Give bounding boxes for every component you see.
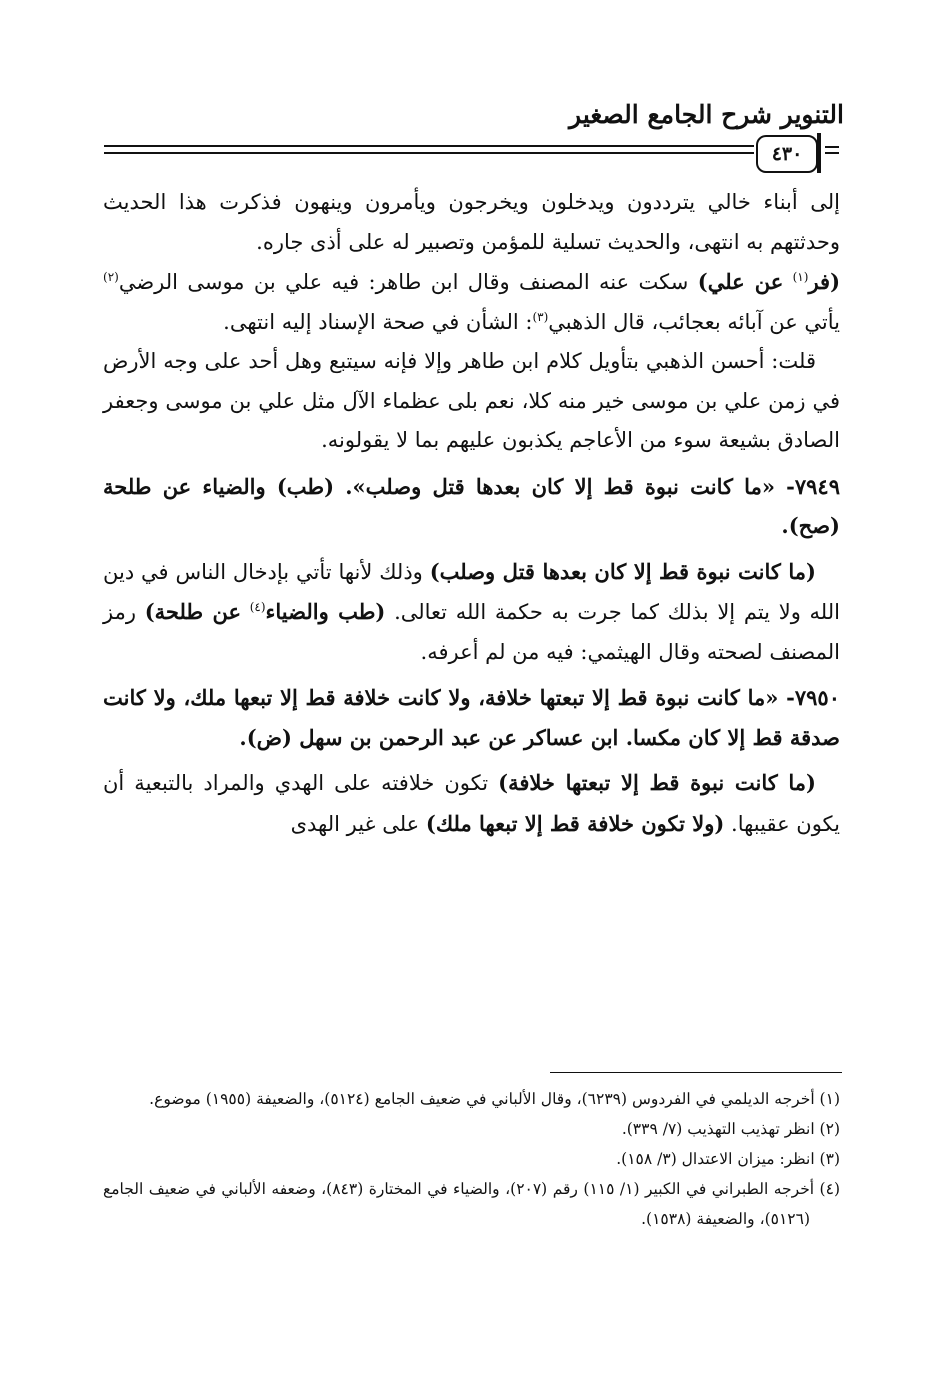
hadith-quote: (ولا تكون خلافة قط إلا تبعها ملك) [425,810,725,836]
footnote-separator [550,1072,842,1073]
commentary-text: يأتي عن آبائه بعجائب، قال الذهبي [548,309,840,334]
paragraph-4 [103,552,840,673]
paragraph-3: قلت: أحسن الذهبي بتأويل كلام ابن طاهر وإلا فإنه سيتبع وهل أحد على وجه الأرض في زمن علي بن موسى خير منه كلا، نعم بلى عظماء الآل مثل علي بن موسى وجعفر الصادق بشيعة سوء من الأعاجم يكذبون عليهم بما لا يقولونه. [103,349,840,452]
header-equal-mark [825,146,839,154]
footnote-1: (١) أخرجه الديلمي في الفردوس (٦٢٣٩)، وقال الألباني في ضعيف الجامع (٥١٢٤)، والضعيفة (١٩٥٥) موضوع. [149,1090,840,1108]
footnote-4: (٤) أخرجه الطبراني في الكبير (١/ ١١٥) رقم (٢٠٧)، والضياء في المختارة (٨٤٣)، وضعفه الألباني في ضعيف الجامع (٥١٢٦)، والضعيفة (١٥٣٨). [103,1180,840,1228]
footnotes [103,1084,840,1234]
page-number-bracket [817,133,821,173]
source-code: (فر [808,269,840,294]
source-code: (طب والضياء [265,599,386,624]
running-title: التنوير شرح الجامع الصغير [569,100,844,129]
footnote-ref-1: (١) [792,270,809,284]
page-number: ٤٣٠ [756,135,818,173]
footnote-ref-4: (٤) [249,600,266,614]
commentary-text: رمز المصنف لصحته وقال الهيثمي: فيه من لم أعرفه. [103,600,840,664]
hadith-7949: ٧٩٤٩- «ما كانت نبوة قط إلا كان بعدها قتل وصلب». (طب) والضياء عن طلحة (صح). [103,473,840,538]
narrator: عن طلحة) [144,599,241,624]
footnote-2: (٢) انظر تهذيب التهذيب (٧/ ٣٣٩). [621,1120,840,1138]
footnote-ref-3: (٣) [532,309,549,324]
paragraph-5 [103,763,840,844]
hadith-quote: (ما كانت نبوة قط إلا كان بعدها قتل وصلب) [429,558,816,584]
commentary-text: وذلك لأنها تأتي بإدخال الناس في دين الله ولا يتم إلا بذلك كما جرت به حكمة الله تعالى. [103,559,840,624]
narrator: عن علي) [697,269,784,294]
hadith-quote: (ما كانت نبوة قط إلا تبعتها خلافة) [498,770,816,795]
footnote-ref-2: (٢) [103,270,119,284]
paragraph-2 [103,262,840,342]
commentary-text: تكون خلافته على الهدي والمراد بالتبعية أن يكون عقيبها. [103,771,840,836]
commentary-text: سكت عنه المصنف وقال ابن طاهر: فيه علي بن موسى الرضي [118,270,689,294]
commentary-text: : الشأن في صحة الإسناد إليه انتهى. [223,309,533,334]
header-rule-bottom [104,152,754,154]
header-rule-top [104,145,754,147]
hadith-7950: ٧٩٥٠- «ما كانت نبوة قط إلا تبعتها خلافة، ولا كانت خلافة قط إلا تبعها ملك، ولا كانت صدقة قط إلا كان مكسا. ابن عساكر عن عبد الرحمن بن سهل (ض). [103,685,840,750]
paragraph-1: إلى أبناء خالي يترددون ويدخلون ويخرجون ويأمرون وينهون فذكرت هذا الحديث وحدثتهم به انتهى، والحديث تسلية للمؤمن وتصبير له على أذى جاره. [103,190,840,254]
footnote-3: (٣) انظر: ميزان الاعتدال (٣/ ١٥٨). [616,1150,840,1168]
commentary-text: على غير الهدى [290,811,420,836]
main-text [103,183,840,844]
